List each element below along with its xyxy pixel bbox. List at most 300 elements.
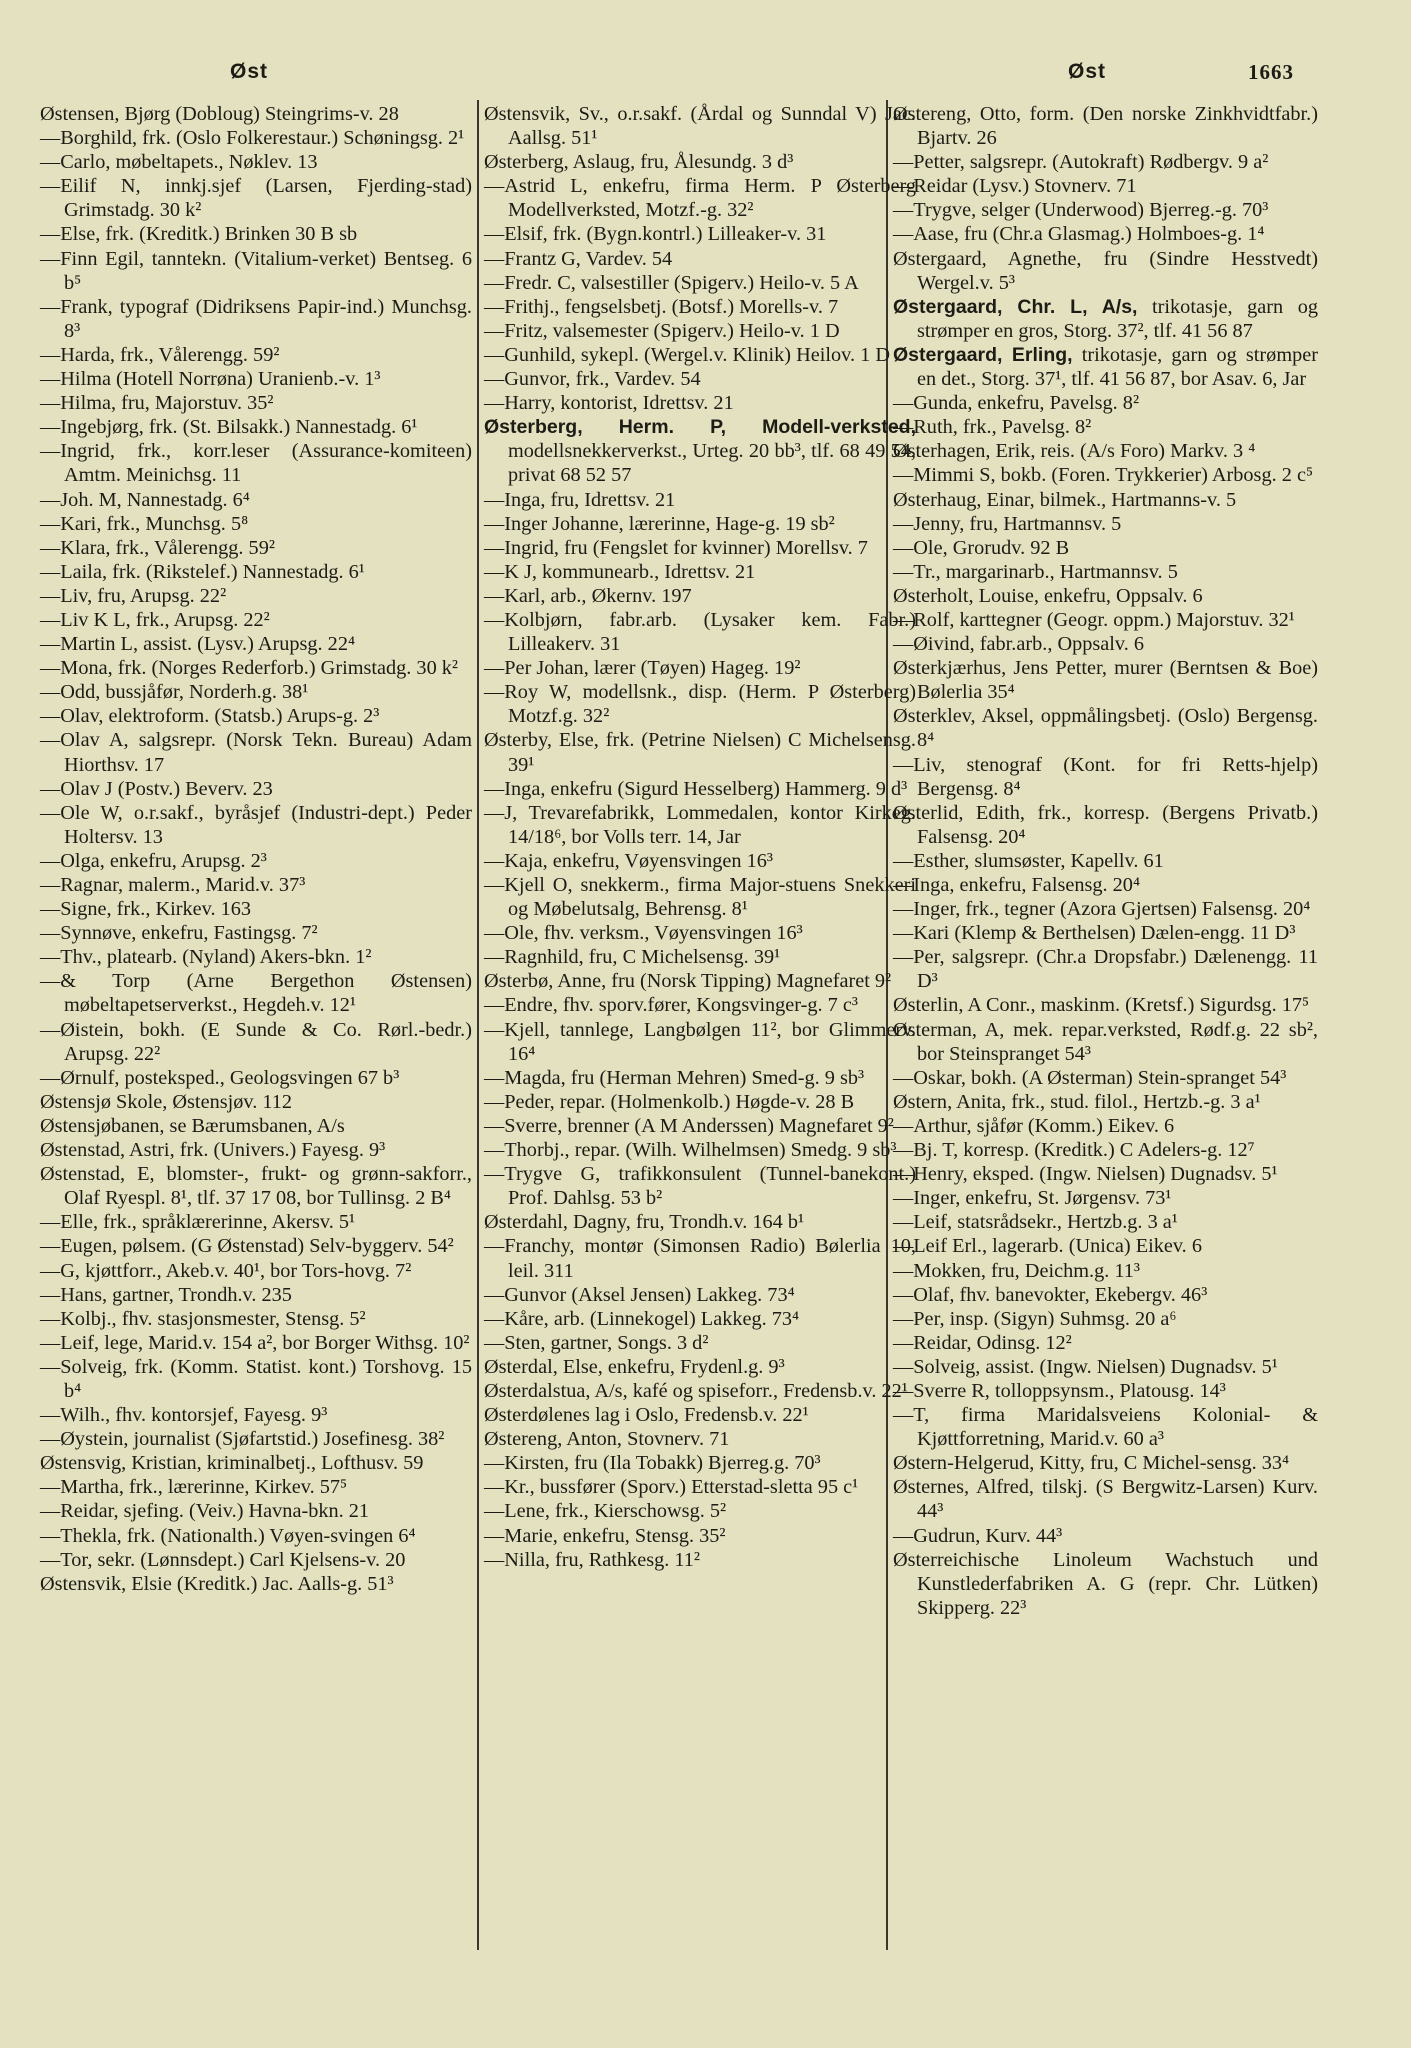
entry-text: —Liv, fru, Arupsg. 22² [40,584,227,607]
directory-entry [484,1403,916,1427]
entry-text: —Per, insp. (Sigyn) Suhmsg. 20 a⁶ [893,1307,1177,1330]
directory-entry [893,439,1318,463]
entry-text: —Endre, fhv. sporv.fører, Kongsvinger-g. 7 c³ [484,994,858,1017]
entry-text: —Ørnulf, posteksped., Geologsvingen 67 b³ [40,1066,400,1089]
entry-text: Østerby, Else, frk. (Petrine Nielsen) C Michelsensg. 39¹ [484,729,916,776]
directory-entry [893,1524,1318,1548]
entry-text: —Astrid L, enkefru, firma Herm. P Østerberg Modellverksted, Motzf.-g. 32² [484,175,916,222]
entry-text: —Ole, fhv. verksm., Vøyensvingen 16³ [484,922,803,945]
directory-entry [893,1403,1318,1451]
directory-entry [40,102,472,126]
entry-text: —Olav, elektroform. (Statsb.) Arups-g. 2³ [40,705,380,728]
directory-entry [893,560,1318,584]
entry-text: trikotasje, garn og strømper en det., Storg. 37¹, tlf. 41 56 87, bor Asav. 6, Jar [917,343,1318,391]
entry-text: Østerbø, Anne, fru (Norsk Tipping) Magnefaret 9² [484,970,892,993]
directory-entry [484,319,916,343]
directory-entry [484,656,916,680]
directory-entry [484,680,916,728]
entry-text: —Magda, fru (Herman Mehren) Smed-g. 9 sb³ [484,1066,865,1089]
directory-entry [484,777,916,801]
entry-text: —Inger Johanne, lærerinne, Hage-g. 19 sb² [484,512,835,535]
entry-text: —Leif, statsrådsekr., Hertzb.g. 3 a¹ [893,1211,1178,1234]
directory-entry [484,1234,916,1282]
entry-text: —Gudrun, Kurv. 44³ [893,1524,1063,1547]
entry-text: —Gunvor (Aksel Jensen) Lakkeg. 73⁴ [484,1283,795,1306]
directory-entry [40,391,472,415]
directory-entry [40,1018,472,1066]
directory-entry [40,439,472,487]
entry-text: —Frank, typograf (Didriksens Papir-ind.) Munchsg. 8³ [40,295,472,342]
directory-entry [893,536,1318,560]
entry-text: —Gunda, enkefru, Pavelsg. 8² [893,392,1140,415]
directory-entry [893,247,1318,295]
directory-entry [40,1162,472,1210]
directory-entry [40,1066,472,1090]
directory-entry [484,295,916,319]
entry-text: —Harda, frk., Vålerengg. 59² [40,343,280,366]
entry-text: —Fritz, valsemester (Spigerv.) Heilo-v. 1 D [484,319,840,342]
directory-entry [893,584,1318,608]
entry-text: —Aase, fru (Chr.a Glasmag.) Holmboes-g. 1⁴ [893,223,1265,246]
entry-text: —Per, salgsrepr. (Chr.a Dropsfabr.) Dælenengg. 11 D³ [893,946,1318,993]
directory-entry [40,1355,472,1403]
directory-entry [893,1355,1318,1379]
entry-text: —Fredr. C, valsestiller (Spigerv.) Heilo-v. 5 A [484,271,859,294]
directory-entry [484,391,916,415]
entry-text: —Reidar (Lysv.) Stovnerv. 71 [893,175,1137,198]
directory-entry [484,1427,916,1451]
entry-text: —Laila, frk. (Rikstelef.) Nannestadg. 6¹ [40,560,365,583]
entry-text: —Ruth, frk., Pavelsg. 8² [893,416,1092,439]
entry-text: Østereng, Otto, form. (Den norske Zinkhvidtfabr.) Bjartv. 26 [893,103,1318,150]
directory-entry [893,873,1318,897]
entry-text: —Thekla, frk. (Nationalth.) Vøyen-svingen 6⁴ [40,1524,416,1547]
directory-entry [893,1210,1318,1234]
entry-text: —Øistein, bokh. (E Sunde & Co. Rørl.-bedr.) Arupsg. 22² [40,1018,472,1065]
directory-entry [893,1138,1318,1162]
directory-entry [40,608,472,632]
entry-text: —Ragnhild, fru, C Michelsensg. 39¹ [484,946,781,969]
entry-text: —Mokken, fru, Deichm.g. 11³ [893,1259,1140,1282]
directory-entry [40,222,472,246]
directory-entry [893,1162,1318,1186]
entry-text: Østensvik, Elsie (Kreditk.) Jac. Aalls-g. 51³ [40,1572,394,1595]
entry-text: —Else, frk. (Kreditk.) Brinken 30 B sb [40,223,358,246]
directory-entry [40,367,472,391]
directory-entry [484,728,916,776]
entry-text: —Inga, enkefru, Falsensg. 20⁴ [893,874,1141,896]
entry-text: —Olav A, salgsrepr. (Norsk Tekn. Bureau) Adam Hiorthsv. 17 [40,729,472,776]
directory-entry [484,945,916,969]
directory-entry [893,512,1318,536]
entry-text: —Wilh., fhv. kontorsjef, Fayesg. 9³ [40,1404,328,1427]
directory-entry [40,150,472,174]
directory-entry [893,704,1318,752]
entry-text: modellsnekkerverkst., Urteg. 20 bb³, tlf. 68 49 54, privat 68 52 57 [508,440,916,487]
entry-text: —Ingrid, frk., korr.leser (Assurance-komiteen) Amtm. Meinichsg. 11 [40,440,472,487]
directory-entry [40,174,472,222]
running-head-right: Øst [1068,60,1107,83]
entry-text: Østerdal, Else, enkefru, Frydenl.g. 9³ [484,1355,785,1378]
directory-entry [893,945,1318,993]
directory-entry [893,198,1318,222]
entry-text: —J, Trevarefabrikk, Lommedalen, kontor Kirkeg. 14/18⁶, bor Volls terr. 14, Jar [484,801,916,848]
entry-text: —G, kjøttforr., Akeb.v. 40¹, bor Tors-hovg. 7² [40,1259,412,1282]
directory-entry [40,536,472,560]
directory-entry [893,921,1318,945]
directory-entry [893,343,1318,391]
entry-text: Østensvik, Sv., o.r.sakf. (Årdal og Sunndal V) Jac. Aallsg. 51¹ [484,103,916,150]
directory-entry [40,1331,472,1355]
entry-bold-name: Østerberg, Herm. P, Modell-verksted, [484,416,916,439]
directory-entry [893,463,1318,487]
entry-text: —Kolbjørn, fabr.arb. (Lysaker kem. Fabr.) Lilleakerv. 31 [484,608,916,656]
directory-entry [40,680,472,704]
entry-text: —Klara, frk., Vålerengg. 59² [40,536,275,559]
entry-text: —Rolf, karttegner (Geogr. oppm.) Majorstuv. 32¹ [893,608,1295,631]
entry-text: —Ole, Grorudv. 92 B [893,536,1070,559]
directory-entry [40,1210,472,1234]
entry-text: Østerman, A, mek. repar.verksted, Rødf.g. 22 sb², bor Steinspranget 54³ [893,1018,1318,1065]
directory-entry [893,849,1318,873]
entry-text: —Marie, enkefru, Stensg. 35² [484,1524,726,1547]
directory-entry [40,1283,472,1307]
directory-entry [893,150,1318,174]
entry-text: Østerhaug, Einar, bilmek., Hartmanns-v. 5 [893,488,1237,511]
directory-entry [40,777,472,801]
entry-text: —Ragnar, malerm., Marid.v. 37³ [40,874,306,896]
running-head-left: Øst [230,60,269,83]
directory-entry [484,1524,916,1548]
entry-text: —Franchy, montør (Simonsen Radio) Bølerlia 10, leil. 311 [484,1235,916,1282]
directory-entry [40,969,472,1017]
entry-text: Østerdahl, Dagny, fru, Trondh.v. 164 b¹ [484,1211,805,1234]
entry-text: Østerklev, Aksel, oppmålingsbetj. (Oslo) Bergensg. 8⁴ [893,705,1318,752]
entry-text: —Olaf, fhv. banevokter, Ekebergv. 46³ [893,1283,1208,1306]
directory-entry [893,174,1318,198]
directory-entry [893,1451,1318,1475]
directory-entry [40,1572,472,1596]
entry-text: Østensjøbanen, se Bærumsbanen, A/s [40,1114,345,1137]
entry-text: —Nilla, fru, Rathkesg. 11² [484,1548,700,1571]
entry-text: —Jenny, fru, Hartmannsv. 5 [893,512,1122,535]
directory-entry [484,174,916,222]
entry-text: —Kirsten, fru (Ila Tobakk) Bjerreg.g. 70³ [484,1452,821,1475]
entry-text: —Arthur, sjåfør (Komm.) Eikev. 6 [893,1114,1175,1137]
directory-entry [893,897,1318,921]
directory-entry [484,343,916,367]
directory-entry [893,1475,1318,1523]
directory-entry [893,1066,1318,1090]
entry-text: —Trygve, selger (Underwood) Bjerreg.-g. 70³ [893,199,1269,222]
entry-text: —& Torp (Arne Bergethon Østensen) møbeltapetserverkst., Hegdeh.v. 12¹ [40,970,472,1017]
directory-entry [893,222,1318,246]
directory-entry [40,897,472,921]
entry-text: —Inger, enkefru, St. Jørgensv. 73¹ [893,1187,1172,1210]
directory-entry [893,295,1318,343]
entry-text: Østerdølenes lag i Oslo, Fredensb.v. 22¹ [484,1404,809,1427]
entry-text: —Kolbj., fhv. stasjonsmester, Stensg. 5² [40,1307,366,1330]
directory-entry [893,1379,1318,1403]
directory-entry [893,488,1318,512]
entry-text: —K J, kommunearb., Idrettsv. 21 [484,560,756,583]
entry-text: Østernes, Alfred, tilskj. (S Bergwitz-Larsen) Kurv. 44³ [893,1476,1318,1523]
directory-entry [484,1066,916,1090]
directory-entry [484,247,916,271]
entry-text: —Martha, frk., lærerinne, Kirkev. 57⁵ [40,1476,348,1499]
entry-text: —Leif, lege, Marid.v. 154 a², bor Borger Withsg. 10² [40,1331,470,1354]
directory-column-2 [484,102,916,1572]
directory-entry [484,993,916,1017]
directory-entry [40,1259,472,1283]
directory-entry [40,1451,472,1475]
directory-entry [893,608,1318,632]
directory-entry [893,656,1318,704]
directory-entry [40,512,472,536]
directory-entry [40,1524,472,1548]
directory-entry [484,1283,916,1307]
directory-entry [484,1355,916,1379]
directory-entry [40,632,472,656]
directory-entry [484,584,916,608]
directory-entry [893,391,1318,415]
directory-entry [40,656,472,680]
directory-entry [40,560,472,584]
entry-text: Østerlid, Edith, frk., korresp. (Bergens Privatb.) Falsensg. 20⁴ [893,801,1318,848]
directory-entry [40,801,472,849]
directory-column-1 [40,102,472,1596]
entry-text: —Elle, frk., språklærerinne, Akersv. 5¹ [40,1211,356,1234]
entry-text: —Karl, arb., Økernv. 197 [484,584,692,607]
directory-entry [893,102,1318,150]
directory-entry [484,1548,916,1572]
directory-entry [40,1090,472,1114]
entry-text: Østensvig, Kristian, kriminalbetj., Lofthusv. 59 [40,1452,424,1475]
entry-text: —Synnøve, enkefru, Fastingsg. 7² [40,922,318,945]
entry-text: —Leif Erl., lagerarb. (Unica) Eikev. 6 [893,1235,1202,1258]
entry-text: —Solveig, frk. (Komm. Statist. kont.) Torshovg. 15 b⁴ [40,1355,472,1402]
entry-text: —Kjell O, snekkerm., firma Major-stuens Snekkeri og Møbelutsalg, Behrensg. 8¹ [484,874,916,921]
directory-entry [893,1234,1318,1258]
entry-text: —Trygve G, trafikkonsulent (Tunnel-banekont.) Prof. Dahlsg. 53 b² [484,1163,916,1210]
directory-entry [893,753,1318,801]
entry-text: —Liv, stenograf (Kont. for fri Retts-hjelp) Bergensg. 8⁴ [893,753,1318,800]
entry-text: —Thv., platearb. (Nyland) Akers-bkn. 1² [40,946,372,969]
entry-text: —Kari, frk., Munchsg. 5⁸ [40,512,249,535]
entry-text: —Ole W, o.r.sakf., byråsjef (Industri-dept.) Peder Holtersv. 13 [40,801,472,848]
entry-text: —Ingebjørg, frk. (St. Bilsakk.) Nannestadg. 6¹ [40,416,418,439]
entry-text: —Tor, sekr. (Lønnsdept.) Carl Kjelsens-v. 20 [40,1548,406,1571]
entry-text: Østerholt, Louise, enkefru, Oppsalv. 6 [893,584,1203,607]
entry-text: Østenstad, Astri, frk. (Univers.) Fayesg. 9³ [40,1139,386,1162]
directory-entry [484,1499,916,1523]
directory-entry [40,1234,472,1258]
entry-text: —Reidar, sjefing. (Veiv.) Havna-bkn. 21 [40,1500,370,1523]
directory-entry [484,969,916,993]
directory-entry [893,1307,1318,1331]
entry-text: —Øivind, fabr.arb., Oppsalv. 6 [893,633,1145,656]
entry-text: —Hans, gartner, Trondh.v. 235 [40,1283,292,1306]
entry-text: Østerkjærhus, Jens Petter, murer (Berntsen & Boe) Bølerlia 35⁴ [893,657,1318,704]
entry-text: Østerhagen, Erik, reis. (A/s Foro) Markv. 3 ⁴ [893,440,1256,463]
entry-text: trikotasje, garn og strømper en gros, Storg. 37², tlf. 41 56 87 [917,295,1318,342]
directory-entry [893,1259,1318,1283]
directory-entry [484,367,916,391]
directory-entry [40,704,472,728]
entry-text: —Kr., bussfører (Sporv.) Etterstad-sletta 95 c¹ [484,1476,859,1499]
entry-bold-name: Østergaard, Erling, [893,343,1073,366]
directory-entry [484,536,916,560]
entry-text: —Harry, kontorist, Idrettsv. 21 [484,392,734,415]
directory-entry [40,1138,472,1162]
directory-entry [484,873,916,921]
entry-text: —Roy W, modellsnk., disp. (Herm. P Østerberg) Motzf.g. 32² [484,681,916,728]
directory-entry [484,415,916,487]
entry-text: Østensjø Skole, Østensjøv. 112 [40,1090,293,1113]
entry-text: —Sten, gartner, Songs. 3 d² [484,1331,709,1354]
entry-text: Østenstad, E, blomster-, frukt- og grønn-sakforr., Olaf Ryespl. 8¹, tlf. 37 17 08, bor Tullinsg. 2 B⁴ [40,1163,472,1210]
directory-entry [484,512,916,536]
directory-entry [893,1548,1318,1620]
entry-text: —Olga, enkefru, Arupsg. 2³ [40,849,267,872]
entry-text: —T, firma Maridalsveiens Kolonial- & Kjøttforretning, Marid.v. 60 a³ [893,1404,1318,1451]
entry-text: —Per Johan, lærer (Tøyen) Hageg. 19² [484,657,801,680]
entry-text: Østerreichische Linoleum Wachstuch und Kunstlederfabriken A. G (repr. Chr. Lütken) Skipperg. 22³ [893,1548,1318,1619]
entry-text: —Elsif, frk. (Bygn.kontrl.) Lilleaker-v. 31 [484,223,827,246]
entry-text: —Tr., margarinarb., Hartmannsv. 5 [893,560,1178,583]
directory-entry [40,1475,472,1499]
directory-entry [40,1427,472,1451]
directory-entry [893,1331,1318,1355]
entry-text: —Eugen, pølsem. (G Østenstad) Selv-byggerv. 54² [40,1235,454,1258]
directory-entry [40,295,472,343]
directory-entry [893,1186,1318,1210]
entry-text: —Hilma (Hotell Norrøna) Uranienb.-v. 1³ [40,368,381,391]
entry-text: —Hilma, fru, Majorstuv. 35² [40,392,274,415]
directory-entry [484,1210,916,1234]
directory-entry [484,150,916,174]
directory-entry [40,1307,472,1331]
directory-entry [40,343,472,367]
entry-text: Østereng, Anton, Stovnerv. 71 [484,1428,730,1451]
directory-entry [484,608,916,656]
directory-entry [40,247,472,295]
entry-text: —Bj. T, korresp. (Kreditk.) C Adelers-g. 12⁷ [893,1139,1255,1162]
entry-text: —Mona, frk. (Norges Rederforb.) Grimstadg. 30 k² [40,657,459,680]
directory-entry [893,1090,1318,1114]
directory-entry [40,921,472,945]
entry-text: —Kaja, enkefru, Vøyensvingen 16³ [484,849,774,872]
directory-entry [40,126,472,150]
entry-text: —Martin L, assist. (Lysv.) Arupsg. 22⁴ [40,633,356,656]
entry-text: —Signe, frk., Kirkev. 163 [40,898,252,921]
entry-text: —Peder, repar. (Holmenkolb.) Høgde-v. 28 B [484,1090,855,1113]
directory-entry [484,102,916,150]
entry-text: Østerdalstua, A/s, kafé og spiseforr., Fredensb.v. 22¹ [484,1379,908,1402]
directory-entry [893,1114,1318,1138]
entry-text: —Thorbj., repar. (Wilh. Wilhelmsen) Smedg. 9 sb³ [484,1139,897,1162]
directory-entry [40,873,472,897]
directory-entry [484,1475,916,1499]
entry-text: —Eilif N, innkj.sjef (Larsen, Fjerding-stad) Grimstadg. 30 k² [40,175,472,222]
directory-entry [484,1138,916,1162]
directory-entry [484,1090,916,1114]
entry-text: —Sverre, brenner (A M Anderssen) Magnefaret 9² [484,1114,894,1137]
directory-entry [484,1451,916,1475]
directory-entry [893,415,1318,439]
entry-text: —Lene, frk., Kierschowsg. 5² [484,1500,727,1523]
entry-text: Østern-Helgerud, Kitty, fru, C Michel-sensg. 33⁴ [893,1452,1290,1475]
entry-text: —Liv K L, frk., Arupsg. 22² [40,608,270,631]
directory-entry [40,488,472,512]
entry-text: —Odd, bussjåfør, Norderh.g. 38¹ [40,681,309,704]
directory-entry [40,1499,472,1523]
entry-text: —Gunvor, frk., Vardev. 54 [484,368,701,391]
entry-text: —Ingrid, fru (Fengslet for kvinner) Morellsv. 7 [484,536,868,559]
directory-entry [40,584,472,608]
directory-entry [484,488,916,512]
entry-text: —Inga, enkefru (Sigurd Hesselberg) Hammerg. 9 d³ [484,777,908,800]
entry-text: Østensen, Bjørg (Dobloug) Steingrims-v. 28 [40,103,399,125]
directory-entry [40,849,472,873]
directory-entry [484,801,916,849]
entry-text: —Inger, frk., tegner (Azora Gjertsen) Falsensg. 20⁴ [893,898,1311,921]
entry-text: —Frantz G, Vardev. 54 [484,247,673,270]
entry-text: —Borghild, frk. (Oslo Folkerestaur.) Schøningsg. 2¹ [40,127,465,150]
directory-entry [40,728,472,776]
directory-entry [40,1403,472,1427]
directory-entry [40,1548,472,1572]
entry-text: —Kari (Klemp & Berthelsen) Dælen-engg. 11 D³ [893,922,1296,945]
entry-text: —Oskar, bokh. (A Østerman) Stein-spranget 54³ [893,1066,1287,1089]
directory-entry [40,415,472,439]
entry-text: —Esther, slumsøster, Kapellv. 61 [893,849,1164,872]
entry-text: —Reidar, Odinsg. 12² [893,1331,1072,1354]
entry-text: —Øystein, journalist (Sjøfartstid.) Josefinesg. 38² [40,1428,445,1451]
directory-entry [484,1379,916,1403]
directory-entry [40,1114,472,1138]
directory-column-3 [893,102,1318,1620]
entry-text: Østerlin, A Conr., maskinm. (Kretsf.) Sigurdsg. 17⁵ [893,994,1310,1017]
directory-entry [484,1307,916,1331]
directory-entry [484,849,916,873]
directory-entry [484,222,916,246]
entry-text: —Carlo, møbeltapets., Nøklev. 13 [40,151,318,174]
directory-entry [484,560,916,584]
directory-entry [893,1283,1318,1307]
entry-text: —Mimmi S, bokb. (Foren. Trykkerier) Arbosg. 2 c⁵ [893,464,1314,487]
entry-text: —Kåre, arb. (Linnekogel) Lakkeg. 73⁴ [484,1307,800,1330]
directory-entry [893,801,1318,849]
entry-text: —Frithj., fengselsbetj. (Botsf.) Morells-v. 7 [484,295,839,318]
column-rule [477,100,479,1950]
entry-text: —Joh. M, Nannestadg. 6⁴ [40,488,250,511]
directory-entry [484,271,916,295]
entry-text: —Kjell, tannlege, Langbølgen 11², bor Glimmerv. 16⁴ [484,1018,916,1065]
entry-text: —Finn Egil, tanntekn. (Vitalium-verket) Bentseg. 6 b⁵ [40,247,472,294]
directory-entry [484,1018,916,1066]
entry-text: —Henry, eksped. (Ingw. Nielsen) Dugnadsv. 5¹ [893,1163,1278,1186]
entry-text: Østergaard, Agnethe, fru (Sindre Hesstvedt) Wergel.v. 5³ [893,247,1318,294]
directory-entry [893,1018,1318,1066]
entry-text: Østerberg, Aslaug, fru, Ålesundg. 3 d³ [484,151,794,174]
entry-text: —Sverre R, tolloppsynsm., Platousg. 14³ [893,1379,1226,1402]
directory-entry [893,632,1318,656]
entry-text: —Inga, fru, Idrettsv. 21 [484,488,676,511]
entry-text: —Petter, salgsrepr. (Autokraft) Rødbergv. 9 a² [893,151,1269,174]
directory-entry [893,993,1318,1017]
directory-entry [484,1331,916,1355]
